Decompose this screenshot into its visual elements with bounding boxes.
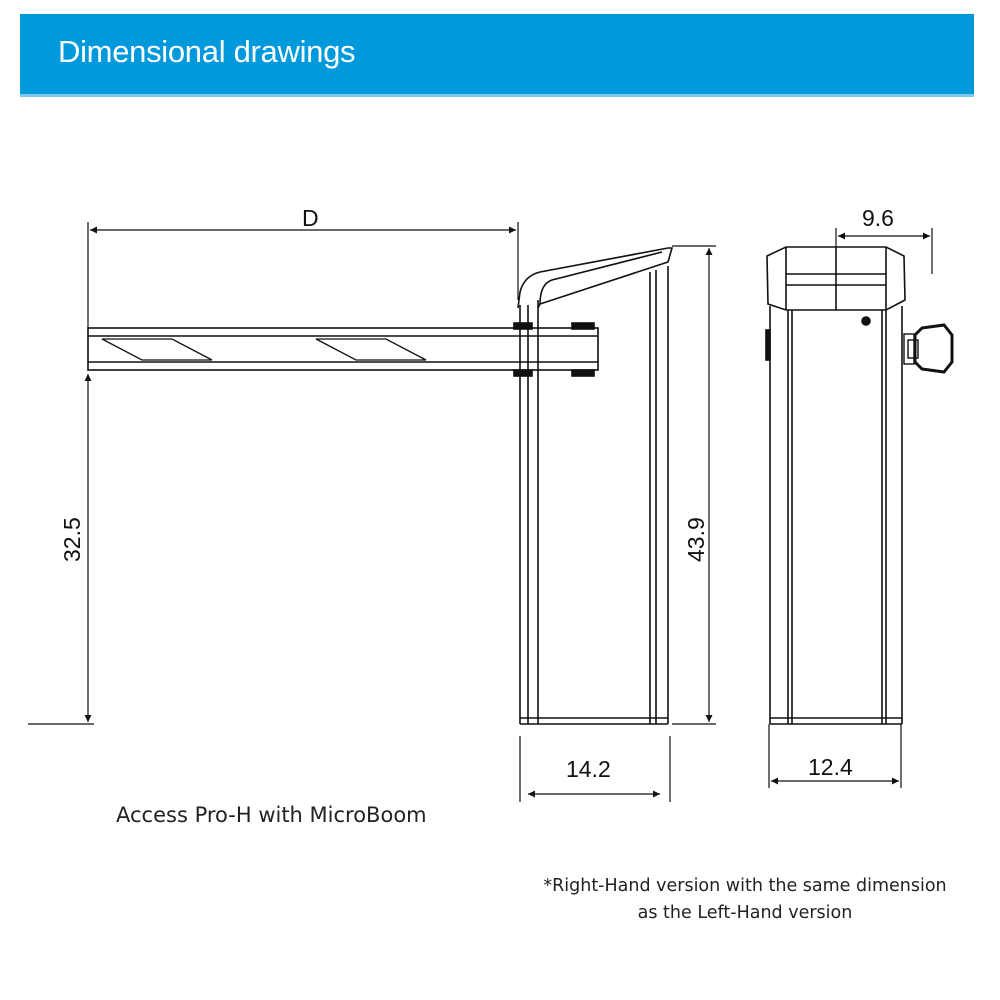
footnote bbox=[505, 873, 985, 927]
cabinet-front bbox=[518, 248, 672, 724]
front-view bbox=[28, 222, 716, 802]
footnote-line-1: *Right-Hand version with the same dimension bbox=[543, 876, 947, 896]
side-view bbox=[766, 228, 952, 788]
label-14-2: 14.2 bbox=[566, 756, 611, 782]
label-32-5: 32.5 bbox=[59, 517, 85, 562]
cabinet-body-side bbox=[766, 306, 902, 724]
label-12-4: 12.4 bbox=[808, 754, 853, 780]
label-43-9: 43.9 bbox=[683, 517, 709, 562]
side-knob bbox=[904, 325, 952, 372]
label-9-6: 9.6 bbox=[862, 205, 894, 231]
footnote-line-2: as the Left-Hand version bbox=[637, 903, 853, 923]
drawing-caption: Access Pro-H with MicroBoom bbox=[116, 803, 427, 827]
dimension-43-9 bbox=[672, 246, 716, 724]
cabinet-head bbox=[767, 247, 905, 310]
dimension-9-6 bbox=[836, 228, 932, 274]
dimension-d bbox=[88, 222, 518, 330]
boom-arm bbox=[88, 323, 598, 376]
page-title: Dimensional drawings bbox=[58, 34, 356, 69]
label-d: D bbox=[302, 205, 319, 231]
